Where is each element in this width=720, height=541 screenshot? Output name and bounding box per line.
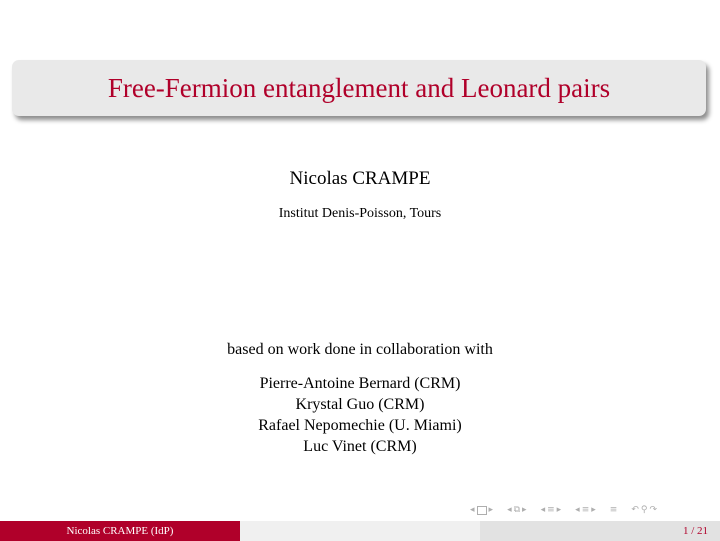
- slide-icon: [477, 506, 487, 515]
- arrow-right-icon: ▸: [522, 505, 527, 515]
- arrow-right-icon: ▸: [488, 505, 494, 515]
- institute: Institut Denis-Poisson, Tours: [278, 206, 442, 221]
- nav-document[interactable]: [610, 505, 618, 515]
- author-name: Nicolas CRAMPE: [289, 168, 431, 189]
- footer-author: Nicolas CRAMPE (IdP): [0, 521, 240, 541]
- section-icon: ≡: [581, 505, 590, 515]
- footer-middle: [240, 521, 480, 541]
- arrow-left-icon: ◂: [470, 505, 475, 515]
- arrow-left-icon: ◂: [575, 505, 580, 515]
- collaborator-item: Luc Vinet (CRM): [303, 438, 417, 455]
- subsection-icon: ≡: [547, 505, 555, 515]
- collaborator-item: Pierre-Antoine Bernard (CRM): [259, 375, 461, 392]
- collaborator-item: Krystal Guo (CRM): [295, 396, 425, 413]
- arrow-right-icon: ▸: [556, 505, 562, 515]
- collaborator-list: [0, 373, 720, 457]
- arrow-left-icon: ◂: [540, 505, 546, 515]
- slide-title: Free-Fermion entanglement and Leonard pairs: [107, 72, 611, 103]
- arrow-left-icon: ◂: [507, 505, 512, 515]
- collaboration-intro: based on work done in collaboration with: [227, 341, 493, 358]
- nav-search[interactable]: [631, 505, 657, 515]
- undo-icon: ↶: [631, 505, 639, 515]
- redo-icon: ↷: [649, 505, 658, 515]
- title-box: [12, 60, 706, 116]
- navigation-bar: [470, 502, 710, 518]
- collaborator-item: Rafael Nepomechie (U. Miami): [258, 417, 462, 434]
- arrow-right-icon: ▸: [591, 505, 596, 515]
- nav-subsection[interactable]: [541, 505, 562, 515]
- footer-bar: [0, 521, 720, 541]
- nav-section[interactable]: [575, 505, 596, 515]
- search-icon: ⚲: [640, 505, 648, 515]
- footer-page-number: 1 / 21: [480, 521, 720, 541]
- frame-icon: ⧉: [513, 505, 521, 515]
- nav-slide-back[interactable]: [470, 505, 493, 515]
- document-icon: ≡: [609, 505, 618, 515]
- nav-frame[interactable]: [507, 505, 527, 515]
